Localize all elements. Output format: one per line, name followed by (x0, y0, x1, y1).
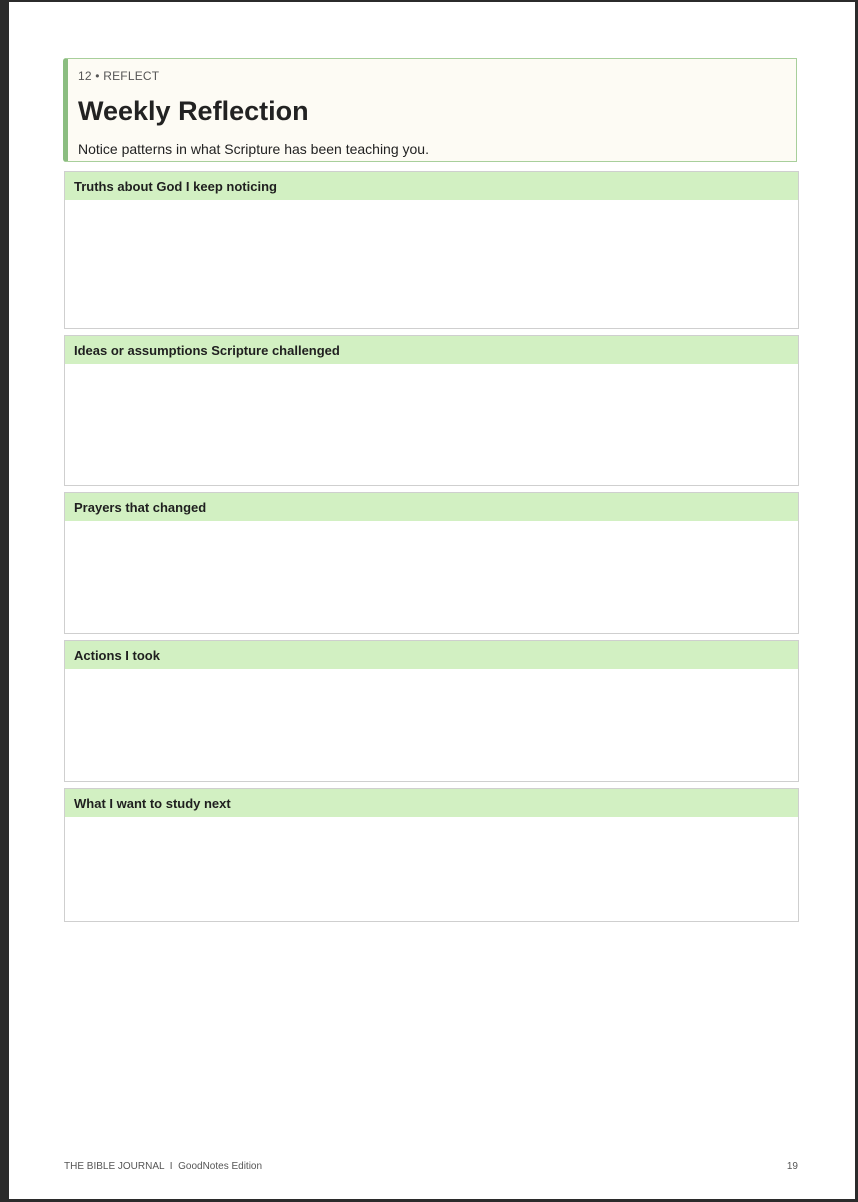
page-header (63, 58, 797, 162)
journal-page (9, 2, 855, 1199)
page-subtitle: Notice patterns in what Scripture has been teaching you. (78, 141, 429, 157)
section-label: Actions I took (65, 641, 798, 669)
section-actions-taken (64, 640, 799, 782)
writing-area[interactable] (65, 669, 798, 781)
section-eyebrow: 12 • REFLECT (78, 69, 160, 83)
page-number: 19 (786, 1161, 798, 1172)
section-label: Ideas or assumptions Scripture challenged (65, 336, 798, 364)
section-label: Truths about God I keep noticing (65, 172, 798, 200)
section-prayers-changed (64, 492, 799, 634)
writing-area[interactable] (65, 200, 798, 328)
section-label: Prayers that changed (65, 493, 798, 521)
writing-area[interactable] (65, 521, 798, 633)
section-study-next (64, 788, 799, 922)
section-ideas-challenged (64, 335, 799, 486)
section-truths-about-god (64, 171, 799, 329)
writing-area[interactable] (65, 817, 798, 921)
footer-title: THE BIBLE JOURNAL I GoodNotes Edition (64, 1161, 263, 1172)
page-title: Weekly Reflection (78, 96, 309, 126)
writing-area[interactable] (65, 364, 798, 485)
section-label: What I want to study next (65, 789, 798, 817)
